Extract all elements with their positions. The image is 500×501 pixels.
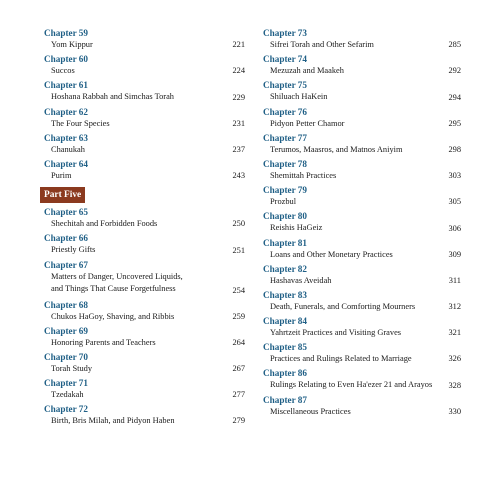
chapter-title: Shemittah Practices: [270, 170, 337, 180]
toc-entry[interactable]: [44, 158, 245, 184]
page-number: 264: [232, 337, 245, 347]
chapter-heading: Chapter 59: [44, 28, 88, 38]
chapter-heading: Chapter 83: [263, 289, 307, 300]
page-number: 312: [448, 302, 461, 312]
chapter-title: Yom Kippur: [51, 40, 93, 49]
chapter-title: Succos: [51, 66, 75, 76]
toc-entry[interactable]: [44, 106, 245, 132]
chapter-heading: Chapter 76: [263, 106, 307, 117]
chapter-heading: Chapter 66: [44, 233, 88, 244]
toc-entry[interactable]: [44, 132, 245, 158]
chapter-heading: Chapter 82: [263, 263, 307, 274]
toc-entry[interactable]: [263, 79, 461, 105]
page-number: 250: [232, 219, 245, 229]
page-number: 298: [448, 144, 461, 154]
toc-entry[interactable]: [263, 210, 461, 236]
chapter-heading: Chapter 63: [44, 132, 88, 143]
chapter-title: Shechitah and Forbidden Foods: [51, 219, 158, 229]
right-column: [263, 27, 461, 420]
chapter-title: Tzedakah: [51, 390, 84, 400]
page-number: 326: [448, 354, 461, 364]
chapter-heading: Chapter 62: [44, 106, 88, 117]
chapter-heading: Chapter 86: [263, 368, 307, 379]
chapter-heading: Chapter 84: [263, 316, 307, 327]
toc-entry[interactable]: [263, 289, 461, 315]
chapter-title: Chanukah: [51, 144, 85, 154]
left-column: [44, 27, 245, 429]
page-number: 321: [448, 328, 461, 338]
chapter-heading: Chapter 69: [44, 325, 88, 336]
chapter-title: Yahrtzeit Practices and Visiting Graves: [270, 328, 402, 338]
chapter-heading: Chapter 70: [44, 351, 88, 362]
chapter-title: Torah Study: [51, 363, 93, 373]
chapter-title: Sifrei Torah and Other Sefarim: [270, 40, 374, 49]
toc-entry[interactable]: [44, 325, 245, 351]
page-number: 330: [448, 406, 461, 416]
chapter-heading: Chapter 61: [44, 80, 88, 91]
toc-entry[interactable]: [44, 377, 245, 403]
chapter-title: Shiluach HaKein: [270, 92, 328, 102]
chapter-title: Rulings Relating to Even Ha'ezer 21 and Arayos: [270, 380, 433, 390]
chapter-heading: Chapter 75: [263, 80, 307, 91]
chapter-title: Hashavas Aveidah: [270, 275, 332, 285]
chapter-title: Terumos, Maasros, and Matnos Aniyim: [270, 144, 403, 154]
page-number: 279: [232, 416, 245, 426]
chapter-heading: Chapter 71: [44, 378, 88, 389]
chapter-heading: Chapter 68: [44, 299, 88, 310]
chapter-heading: Chapter 72: [44, 404, 88, 415]
chapter-heading: Chapter 65: [44, 207, 88, 218]
page-number: 231: [232, 118, 245, 128]
toc-entry[interactable]: [263, 394, 461, 420]
chapter-heading: Chapter 78: [263, 158, 307, 169]
chapter-title: Death, Funerals, and Comforting Mourners: [270, 301, 416, 311]
page-number: 237: [232, 144, 245, 154]
page-number: 294: [448, 92, 461, 102]
toc-entry[interactable]: [44, 351, 245, 377]
page-number: 306: [448, 223, 461, 233]
chapter-title: Honoring Parents and Teachers: [51, 337, 156, 347]
toc-entry[interactable]: [263, 53, 461, 79]
toc-entry[interactable]: [263, 237, 461, 263]
chapter-heading: Chapter 80: [263, 211, 307, 222]
chapter-heading: Chapter 74: [263, 54, 307, 65]
chapter-heading: Chapter 81: [263, 237, 307, 248]
chapter-title: Hoshana Rabbah and Simchas Torah: [51, 92, 174, 102]
toc-entry[interactable]: [44, 79, 245, 105]
chapter-heading: Chapter 67: [44, 259, 88, 270]
toc-entry[interactable]: [263, 184, 461, 210]
toc-entry[interactable]: [263, 27, 461, 53]
chapter-title: The Four Species: [51, 118, 110, 128]
chapter-title: Prozbul: [270, 197, 297, 207]
page-number: 311: [448, 275, 461, 285]
toc-entry[interactable]: [44, 403, 245, 429]
page-number: 254: [232, 285, 245, 295]
toc-entry[interactable]: [263, 106, 461, 132]
page-number: 259: [232, 311, 245, 321]
chapter-heading: Chapter 87: [263, 394, 307, 405]
page-number: 267: [232, 364, 245, 374]
page-number: 251: [232, 245, 245, 255]
toc-entry[interactable]: [263, 132, 461, 158]
chapter-heading: Chapter 79: [263, 185, 307, 196]
chapter-heading: Chapter 77: [263, 132, 307, 143]
toc-entry[interactable]: [44, 259, 245, 299]
chapter-heading: Chapter 85: [263, 342, 307, 353]
chapter-heading: Chapter 64: [44, 158, 88, 169]
toc-entry[interactable]: [44, 206, 245, 232]
chapter-heading: Chapter 73: [263, 28, 307, 38]
toc-entry[interactable]: [44, 53, 245, 79]
page-number: 285: [448, 40, 461, 50]
chapter-title: Mezuzah and Maakeh: [270, 66, 344, 76]
chapter-title-line-2: and Things That Cause Forgetfulness: [51, 284, 176, 294]
chapter-heading: Chapter 60: [44, 54, 88, 65]
page-number: 221: [232, 40, 245, 50]
page-number: 328: [448, 380, 461, 390]
chapter-title: Priestly Gifts: [51, 245, 96, 255]
chapter-title: Chukos HaGoy, Shaving, and Ribbis: [51, 311, 175, 321]
chapter-title: Loans and Other Monetary Practices: [270, 249, 393, 259]
page-number: 243: [232, 171, 245, 181]
page-number: 224: [232, 66, 245, 76]
toc-entry[interactable]: [44, 27, 245, 53]
toc-entry[interactable]: [44, 232, 245, 258]
chapter-title: Miscellaneous Practices: [270, 406, 351, 416]
page-number: 295: [448, 118, 461, 128]
page-number: 303: [448, 171, 461, 181]
page-number: 309: [448, 249, 461, 259]
chapter-title-line-1: Matters of Danger, Uncovered Liquids,: [51, 271, 183, 281]
chapter-title: Pidyon Petter Chamor: [270, 118, 345, 128]
chapter-title: Reishis HaGeiz: [270, 223, 323, 233]
page-number: 292: [448, 66, 461, 76]
toc-entry[interactable]: [263, 315, 461, 341]
page-number: 229: [232, 92, 245, 102]
chapter-title: Purim: [51, 170, 72, 180]
chapter-title: Practices and Rulings Related to Marriage: [270, 354, 412, 364]
page-number: 305: [448, 197, 461, 207]
toc-entry[interactable]: [44, 299, 245, 325]
toc-entry[interactable]: [263, 158, 461, 184]
page-number: 277: [232, 390, 245, 400]
toc-entry[interactable]: [263, 263, 461, 289]
chapter-title: Birth, Bris Milah, and Pidyon Haben: [51, 416, 175, 426]
part-heading: Part Five: [40, 187, 85, 203]
toc-entry[interactable]: [263, 367, 461, 393]
toc-entry[interactable]: [263, 341, 461, 367]
